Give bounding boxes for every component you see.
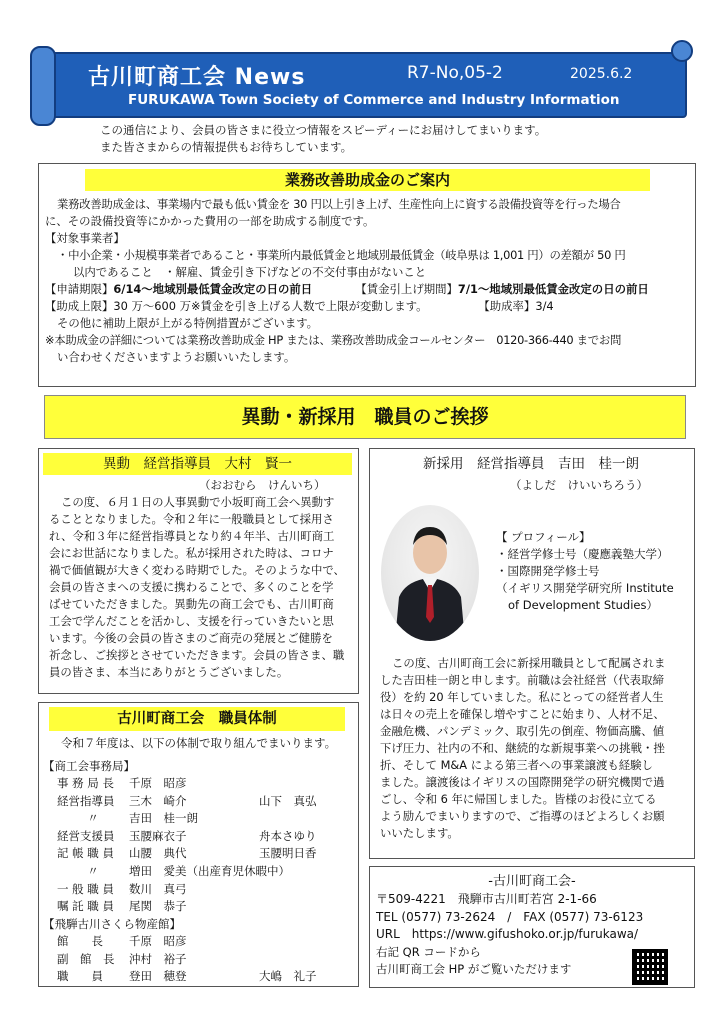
staff-name: 尾関 恭子 (129, 899, 187, 914)
staff-name: 千原 昭彦 (129, 934, 187, 948)
body-line: した吉田桂一朗と申します。前職は会社経営（代表取締 (380, 673, 664, 687)
contact-phone: TEL (0577) 73-2624 / FAX (0577) 73-6123 (376, 909, 644, 924)
profile-label: 【 プロフィール】 (496, 530, 591, 544)
grant-section (38, 163, 696, 387)
contact-details (376, 891, 643, 979)
right-greeting (369, 448, 695, 859)
staff-system-title: 古川町商工会 職員体制 (49, 707, 345, 731)
staff-name: 山腰 典代 (129, 846, 187, 861)
scroll-curl-left (30, 46, 56, 126)
staff-role: 事 務 局 長 (57, 776, 114, 790)
staff-name: 増田 愛美（出産育児休暇中） (129, 863, 290, 878)
body-line: います。今後の会員の皆さまのご商売の発展とご健勝を (49, 631, 333, 645)
body-line: この度、６月１日の人事異動で小坂町商工会へ異動す (61, 495, 335, 509)
staff-name: 登田 穂登 (129, 969, 187, 984)
newsletter-subtitle: FURUKAWA Town Society of Commerce and Industry Information (128, 92, 620, 108)
deadline-row (45, 281, 691, 298)
grant-title: 業務改善助成金のご案内 (85, 169, 650, 191)
staff-row (57, 775, 353, 793)
profile-line: （イギリス開発学研究所 Institute (496, 581, 674, 595)
right-greeting-header (374, 453, 688, 475)
body-line: 禍で価値観が大きく変わる時期でした。そのような中で、 (49, 563, 345, 577)
body-line: よう励んでまいりますので、ご指導のほどよろしくお願 (380, 809, 665, 823)
staff-role: 一 般 職 員 (57, 881, 114, 896)
body-line: 金融危機、パンデミック、取引先の倒産、物価高騰、値 (380, 724, 665, 738)
left-greeting-header (43, 453, 352, 475)
profile-line: of Development Studies） (508, 598, 658, 612)
rate-label: 【助成率】 (478, 299, 536, 313)
right-greeting-reading: （よしだ けいいちろう） (510, 478, 648, 492)
body-line: ることとなりました。令和２年に一般職員として採用さ (49, 512, 334, 526)
issue-date: 2025.6.2 (570, 66, 633, 82)
staff-row (57, 898, 353, 916)
staff-row (57, 933, 353, 951)
scroll-curl-right (671, 40, 693, 62)
body-line: ごし、令和 6 年に帰国しました。皆様のお役に立てる (380, 792, 657, 806)
staff-name: 三木 崎介 (129, 793, 187, 808)
profile-line: ・国際開発学修士号 (496, 564, 600, 578)
grant-note-line: ※本助成金の詳細については業務改善助成金 HP または、業務改善助成金コールセンター 0120-366-440 までお問 (45, 333, 622, 347)
staff-table (57, 775, 353, 916)
body-line: 下げ圧力、社内の不和、継続的な新規事業への挑戦・挫 (380, 741, 665, 755)
staff-name: 千原 昭彦 (129, 776, 187, 790)
profile (496, 529, 674, 614)
newsletter-title: 古川町商工会 News (88, 65, 306, 90)
limit-label: 【助成上限】 (45, 299, 114, 313)
staff-row (57, 810, 353, 828)
grant-para-line: に、その設備投資等にかかった費用の一部を助成する制度です。 (45, 214, 375, 228)
limit-value: 30 万～600 万※賃金を引き上げる人数で上限が変動します。 (113, 299, 428, 313)
staff-name: 舟本さゆり (259, 828, 317, 843)
limit-row (45, 298, 691, 315)
body-line: 員の皆さま、本当にありがとうございました。 (49, 665, 289, 679)
section-label: 【飛騨古川さくら物産館】 (43, 917, 181, 931)
qr-note: 右記 QR コードから (376, 944, 481, 959)
deadline-label: 【申請期限】 (45, 282, 114, 296)
contact-box (369, 866, 695, 988)
body-line: 会員の皆さまへの支援に携わることで、多くのことを学 (49, 580, 334, 594)
special-measure: その他に補助上限が上がる特例措置がございます。 (57, 316, 319, 330)
staff-row (57, 968, 353, 986)
staff-name: 大嶋 礼子 (259, 969, 317, 984)
body-line: ばせていただきました。異動先の商工会でも、古川町商 (49, 597, 334, 611)
staff-role: 経営支援員 (57, 828, 115, 843)
body-line: この度、古川町商工会に新採用職員として配属されま (392, 656, 666, 670)
body-line: れ、令和３年に経営指導員となり約４年半、古川町商工 (49, 529, 335, 543)
staff-name: 玉腰麻衣子 (129, 828, 187, 843)
intro-line-2: また皆さまからの情報提供もお待ちしています。 (100, 140, 353, 154)
profile-line: ・経営学修士号（慶應義塾大学） (496, 547, 669, 561)
staff-role: 〃 (87, 811, 99, 826)
staff-row (57, 863, 353, 881)
rate-value: 3/4 (535, 299, 554, 313)
staff-row (57, 793, 353, 811)
header-banner (38, 52, 687, 118)
body-line: 祈念し、ご挨拶とさせていただきます。会員の皆さま、職 (49, 648, 345, 662)
body-line: 折、そして M&A による第三者への事業譲渡も経験し (380, 758, 653, 772)
grant-note-line: い合わせくださいますようお願いいたします。 (57, 350, 296, 364)
section-label: 【商工会事務局】 (43, 759, 135, 773)
staff-name: 玉腰明日香 (259, 846, 317, 861)
staff-role: 経営指導員 (57, 793, 115, 808)
left-greeting (38, 448, 359, 694)
staff-system (38, 702, 359, 987)
right-greeting-heading: 新採用 経営指導員 吉田 桂一朗 (423, 456, 639, 472)
contact-address: 〒509-4221 飛騨市古川町若宮 2-1-66 (376, 892, 597, 906)
contact-org: -古川町商工会- (488, 874, 576, 889)
target-line: ・中小企業・小規模事業者であること・事業所内最低賃金と地域別最低賃金（岐阜県は 1,001 円）の差額が 50 円 (57, 248, 626, 262)
grant-para-line: 業務改善助成金は、事業場内で最も低い賃金を 30 円以上引き上げ、生産性向上に資する設備投資等を行った場合 (57, 197, 621, 211)
qr-note: 古川町商工会 HP がご覧いただけます (376, 962, 572, 976)
raise-label: 【賃金引上げ期間】 (355, 282, 458, 296)
staff-role: 記 帳 職 員 (57, 846, 114, 861)
staff-row (57, 845, 353, 863)
grant-body (45, 196, 691, 366)
left-greeting-heading: 異動 経営指導員 大村 賢一 (103, 456, 292, 472)
right-greeting-body (380, 655, 688, 842)
target-label: 【対象事業者】 (45, 231, 125, 245)
body-line: いいたします。 (380, 826, 459, 840)
staff-row (57, 951, 353, 969)
body-line: ました。譲渡後はイギリスの国際開発学の研究機関で過 (380, 775, 665, 789)
staff-photo (381, 505, 479, 641)
body-line: 役）を約 20 年していました。私にとっての経営者人生 (380, 690, 664, 704)
staff-name: 沖村 裕子 (129, 951, 187, 966)
contact-url[interactable]: URL https://www.gifushoko.or.jp/furukawa/ (376, 927, 639, 941)
staff-row (57, 881, 353, 899)
issue-number: R7-No,05-2 (407, 63, 503, 83)
left-greeting-body (49, 494, 353, 681)
staff-name: 山下 真弘 (259, 793, 317, 808)
body-line: 会にお世話になりました。私が採用された時は、コロナ (49, 546, 334, 560)
greeting-title: 異動・新採用 職員のご挨拶 (44, 395, 686, 439)
staff-row (57, 828, 353, 846)
staff-role: 館 長 (57, 934, 103, 948)
staff-role: 副 館 長 (57, 951, 115, 966)
target-line: 以内であること ・解雇、賃金引き下げなどの不交付事由がないこと (73, 265, 427, 279)
staff-name: 吉田 桂一朗 (129, 811, 198, 826)
qr-code-icon[interactable] (632, 949, 668, 985)
body-line: 工会で学んだことを活かし、支援を行っていきたいと思 (49, 614, 334, 628)
staff-system-intro: 令和７年度は、以下の体制で取り組んでまいります。 (61, 736, 337, 750)
body-line: は日々の売上を確保し増やすことに始まり、人材不足、 (380, 707, 665, 721)
staff-name: 数川 真弓 (129, 881, 187, 896)
left-greeting-reading: （おおむら けんいち） (199, 478, 326, 492)
intro-line-1: この通信により、会員の皆さまに役立つ情報をスピーディーにお届けしてまいります。 (100, 123, 547, 137)
staff-role: 職 員 (57, 969, 103, 984)
deadline-value: 6/14～地域別最低賃金改定の日の前日 (113, 282, 313, 296)
staff-role: 〃 (87, 863, 99, 878)
raise-value: 7/1～地域別最低賃金改定の日の前日 (457, 282, 649, 296)
staff-role: 嘱 託 職 員 (57, 899, 114, 914)
bussankan-table (57, 933, 353, 986)
